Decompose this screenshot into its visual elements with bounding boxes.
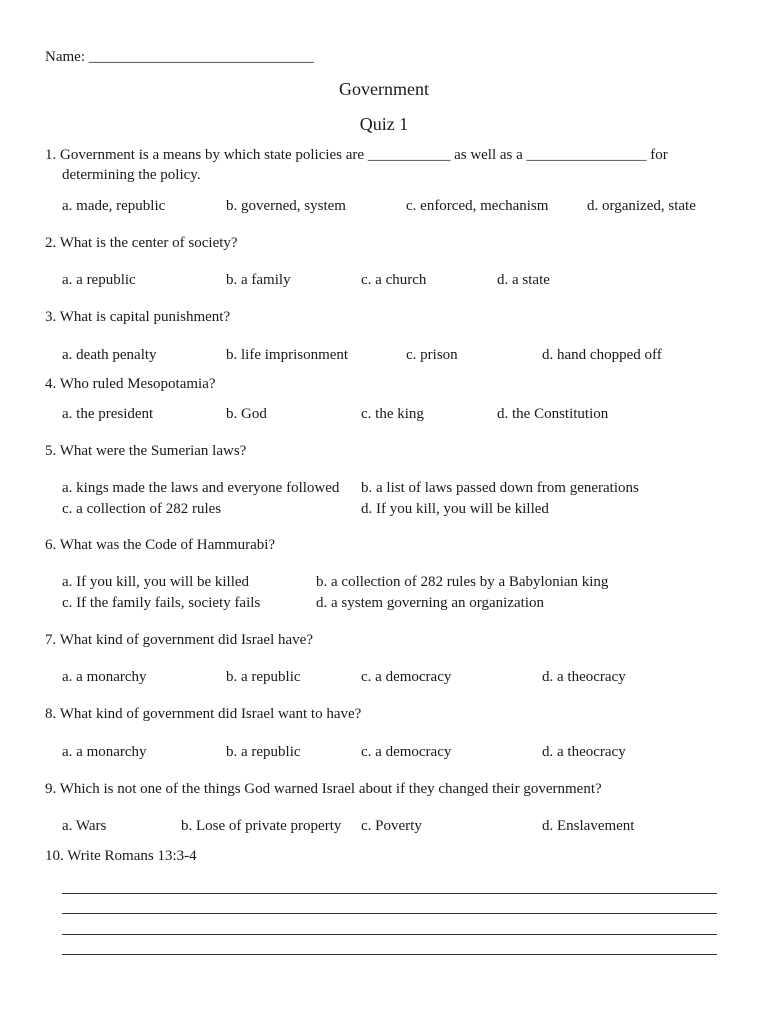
question-text: 3. What is capital punishment? (45, 309, 231, 325)
option-b: b. governed, system (226, 198, 346, 214)
option-c: c. a collection of 282 rules (62, 501, 222, 517)
question-text: 5. What were the Sumerian laws? (45, 443, 247, 459)
option-b: b. Lose of private property (181, 818, 342, 834)
page-title: Government (339, 79, 429, 99)
option-d: d. a system governing an organization (316, 595, 545, 611)
option-c: c. If the family fails, society fails (62, 595, 261, 611)
option-a: a. If you kill, you will be killed (62, 574, 250, 590)
option-b: b. God (226, 406, 267, 422)
option-b: b. life imprisonment (226, 347, 349, 363)
question-text-continued: determining the policy. (62, 167, 201, 183)
option-d: d. organized, state (587, 198, 696, 214)
question-text: 10. Write Romans 13:3-4 (45, 848, 197, 864)
question-text: 9. Which is not one of the things God warned Israel about if they changed their government? (45, 781, 602, 797)
option-a: a. death penalty (62, 347, 157, 363)
option-a: a. Wars (62, 818, 107, 834)
page-subtitle: Quiz 1 (359, 114, 409, 134)
option-d: d. the Constitution (497, 406, 609, 422)
option-a: a. a monarchy (62, 669, 147, 685)
question-text: 6. What was the Code of Hammurabi? (45, 537, 276, 553)
question-text: 4. Who ruled Mesopotamia? (45, 376, 216, 392)
question-text: 1. Government is a means by which state policies are ___________ as well as a ________________ for (45, 147, 668, 163)
option-d: d. If you kill, you will be killed (361, 501, 549, 517)
option-a: a. made, republic (62, 198, 166, 214)
answer-line (62, 934, 717, 935)
option-d: d. Enslavement (542, 818, 635, 834)
question-text: 8. What kind of government did Israel want to have? (45, 706, 362, 722)
question-text: 2. What is the center of society? (45, 235, 238, 251)
option-c: c. a church (361, 272, 427, 288)
option-c: c. prison (406, 347, 458, 363)
option-a: a. kings made the laws and everyone followed (62, 480, 340, 496)
option-b: b. a collection of 282 rules by a Babylonian king (316, 574, 609, 590)
answer-line (62, 893, 717, 894)
option-c: c. a democracy (361, 669, 452, 685)
option-a: a. the president (62, 406, 154, 422)
option-c: c. the king (361, 406, 424, 422)
answer-line (62, 954, 717, 955)
option-d: d. a state (497, 272, 550, 288)
option-c: c. Poverty (361, 818, 422, 834)
option-d: d. a theocracy (542, 744, 626, 760)
option-b: b. a list of laws passed down from generations (361, 480, 639, 496)
answer-line (62, 913, 717, 914)
option-a: a. a monarchy (62, 744, 147, 760)
option-b: b. a family (226, 272, 291, 288)
option-d: d. a theocracy (542, 669, 626, 685)
option-b: b. a republic (226, 669, 301, 685)
option-b: b. a republic (226, 744, 301, 760)
question-text: 7. What kind of government did Israel have? (45, 632, 313, 648)
option-d: d. hand chopped off (542, 347, 662, 363)
option-c: c. a democracy (361, 744, 452, 760)
option-c: c. enforced, mechanism (406, 198, 549, 214)
option-a: a. a republic (62, 272, 136, 288)
name-field-label: Name: ______________________________ (45, 49, 314, 65)
